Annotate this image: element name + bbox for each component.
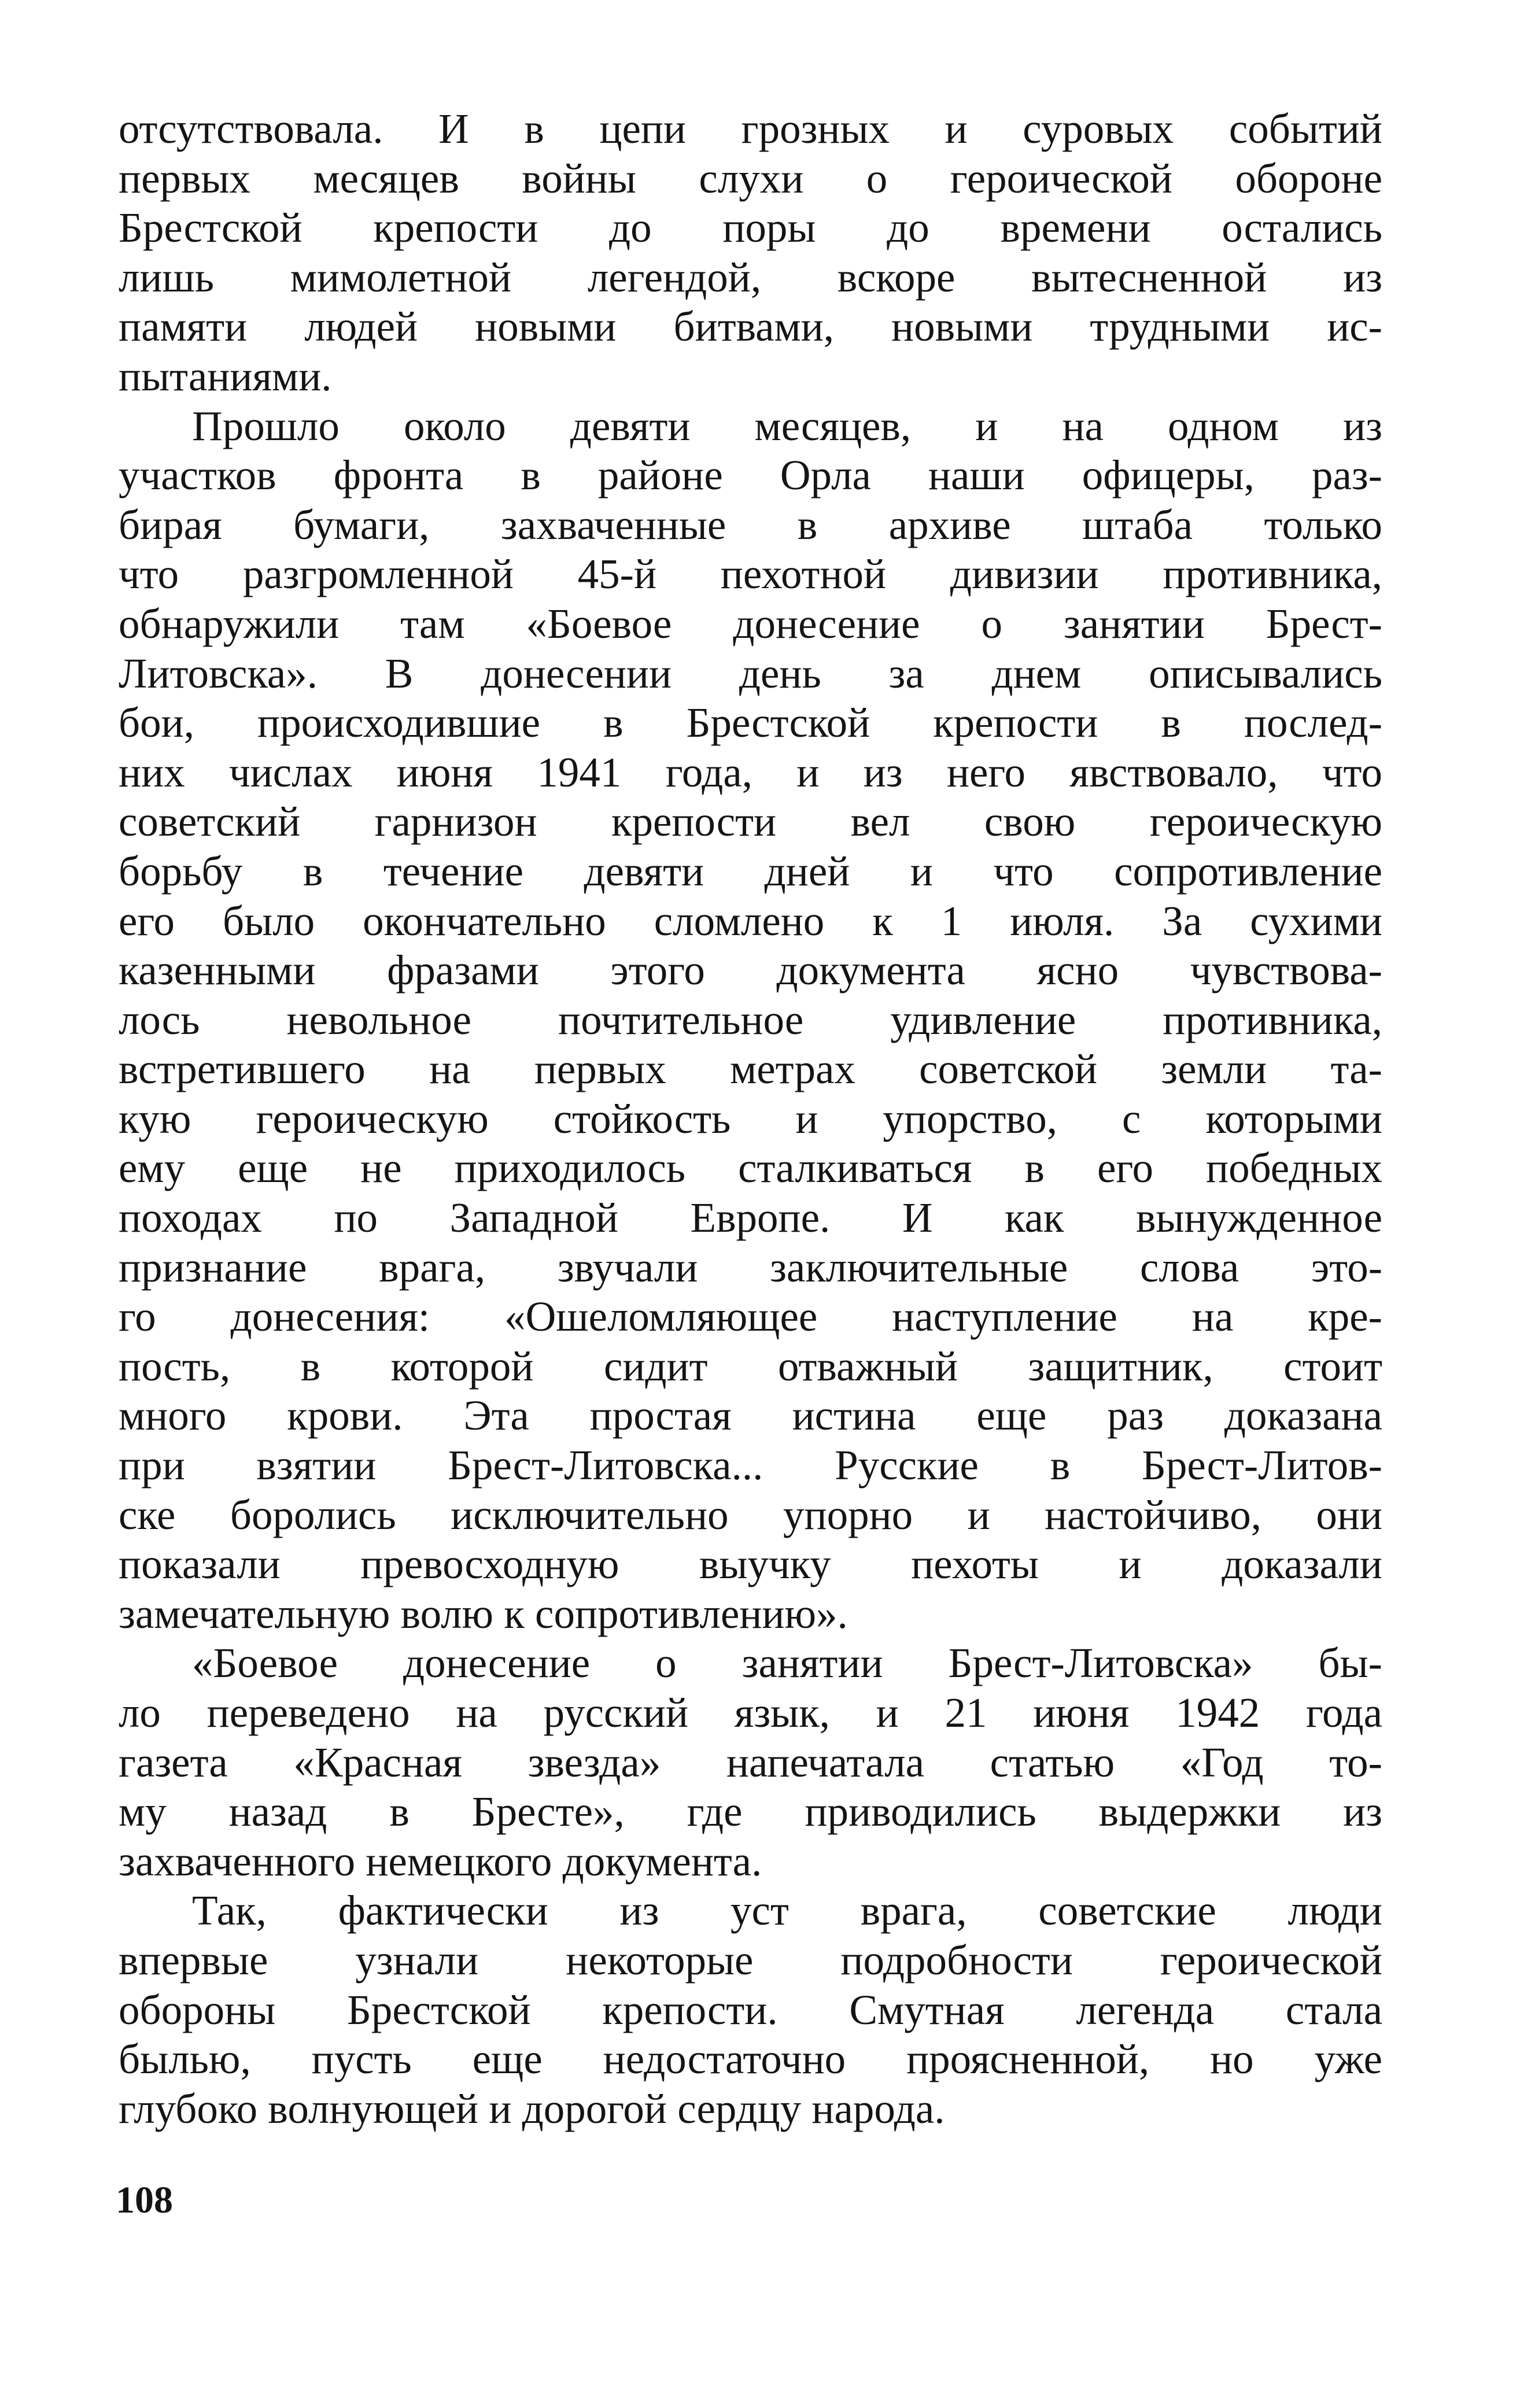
text-line: бирая бумаги, захваченные в архиве штаба только [119,501,1382,548]
text-line: пость, в которой сидит отважный защитник, стоит [119,1342,1382,1390]
text-line: Литовска». В донесении день за днем описывались [119,649,1382,697]
text-line: много крови. Эта простая истина еще раз доказана [119,1392,1382,1439]
text-line: участков фронта в районе Орла наши офицеры, раз- [119,452,1382,499]
text-line: отсутствовала. И в цепи грозных и суровых событий [119,105,1382,152]
text-line: походах по Западной Европе. И как вынужденное [119,1194,1382,1242]
text-line: му назад в Бресте», где приводились выдержки из [119,1788,1382,1835]
text-line: встретившего на первых метрах советской земли та- [119,1046,1382,1093]
body-text [119,104,1382,2133]
text-line: ему еще не приходилось сталкиваться в его победных [119,1144,1382,1192]
text-line: замечательную волю к сопротивлению». [119,1590,848,1637]
text-line: них числах июня 1941 года, и из него явствовало, что [119,748,1382,796]
text-line: глубоко волнующей и дорогой сердцу народа. [119,2085,945,2132]
text-line: лось невольное почтительное удивление противника, [119,996,1382,1043]
text-line: Брестской крепости до поры до времени остались [119,204,1382,252]
text-line: признание врага, звучали заключительные слова это- [119,1243,1382,1291]
paragraph [119,1886,1382,2133]
text-line: обнаружили там «Боевое донесение о занятии Брест- [119,600,1382,647]
text-line: захваченного немецкого документа. [119,1837,762,1885]
paragraph [119,401,1382,1639]
text-line: лишь мимолетной легендой, вскоре вытесненной из [119,253,1382,301]
text-line: кую героическую стойкость и упорство, с которыми [119,1095,1382,1142]
text-line: при взятии Брест-Литовска... Русские в Брест-Литов- [119,1442,1382,1489]
text-line: ло переведено на русский язык, и 21 июня 1942 года [119,1689,1382,1736]
paragraph [119,104,1382,401]
text-line: первых месяцев войны слухи о героической обороне [119,154,1382,202]
text-line: советский гарнизон крепости вел свою героическую [119,798,1382,845]
text-line: «Боевое донесение о занятии Брест-Литовска» бы- [192,1639,1382,1687]
text-line: казенными фразами этого документа ясно чувствова- [119,947,1382,994]
text-line: борьбу в течение девяти дней и что сопротивление [119,847,1382,895]
text-line: показали превосходную выучку пехоты и доказали [119,1541,1382,1588]
page-number: 108 [116,2179,173,2221]
text-line: памяти людей новыми битвами, новыми трудными ис- [119,303,1382,350]
text-line: го донесения: «Ошеломляющее наступление на кре- [119,1293,1382,1340]
text-line: ске боролись исключительно упорно и настойчиво, они [119,1491,1382,1538]
text-line: что разгромленной 45-й пехотной дивизии противника, [119,551,1382,598]
text-line: былью, пусть еще недостаточно проясненной, но уже [119,2036,1382,2083]
text-line: впервые узнали некоторые подробности героической [119,1936,1382,1984]
text-line: пытаниями. [119,352,332,400]
paragraph [119,1638,1382,1886]
text-line: Так, фактически из уст врага, советские люди [192,1887,1382,1934]
text-line: обороны Брестской крепости. Смутная легенда стала [119,1986,1382,2033]
text-line: бои, происходившие в Брестской крепости в послед- [119,699,1382,747]
text-line: Прошло около девяти месяцев, и на одном из [192,402,1382,449]
text-line: газета «Красная звезда» напечатала статью «Год то- [119,1738,1382,1786]
text-line: его было окончательно сломлено к 1 июля. За сухими [119,897,1382,944]
